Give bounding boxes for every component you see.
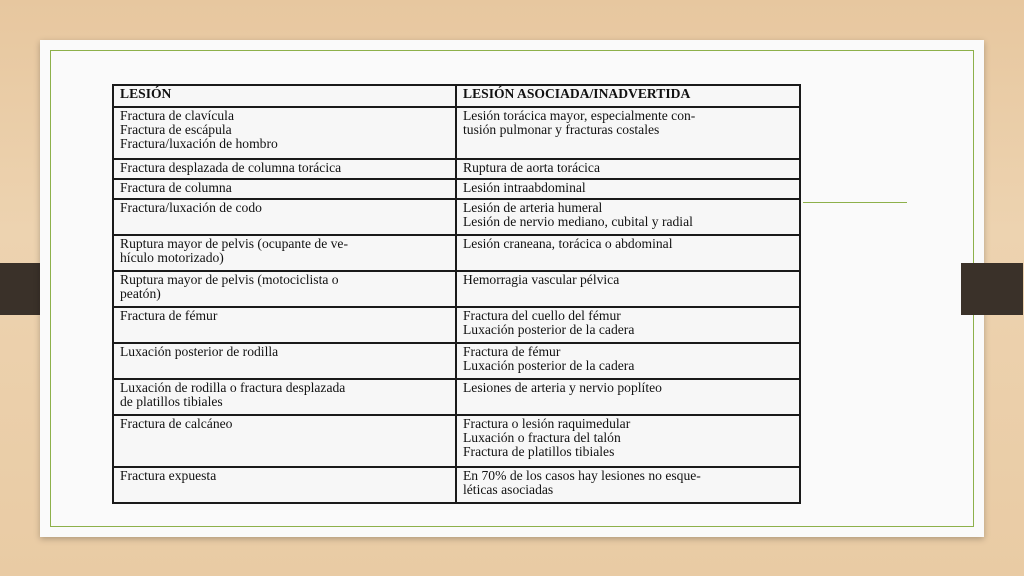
cell-text-line: Lesión intraabdominal xyxy=(463,180,586,195)
cell-lesion xyxy=(113,159,456,179)
cell-text-line: Ruptura de aorta torácica xyxy=(463,160,600,175)
cell-text-line: tusión pulmonar y fracturas costales xyxy=(463,122,660,137)
cell-text-line: Hemorragia vascular pélvica xyxy=(463,272,620,287)
cell-lesion-asociada xyxy=(456,235,800,271)
table-row xyxy=(113,271,800,307)
table-row xyxy=(113,379,800,415)
cell-text-line: léticas asociadas xyxy=(463,482,554,497)
cell-lesion-asociada xyxy=(456,343,800,379)
cell-lesion xyxy=(113,235,456,271)
cell-text-line: Fractura de calcáneo xyxy=(120,416,233,431)
cell-lesion-asociada xyxy=(456,179,800,199)
table-row xyxy=(113,307,800,343)
cell-lesion-asociada xyxy=(456,271,800,307)
injury-table xyxy=(112,84,801,504)
cell-lesion-asociada xyxy=(456,159,800,179)
cell-lesion xyxy=(113,379,456,415)
cell-text-line: Luxación o fractura del talón xyxy=(463,430,621,445)
table-row xyxy=(113,467,800,503)
cell-text-line: de platillos tibiales xyxy=(120,394,223,409)
cell-lesion-asociada xyxy=(456,415,800,467)
cell-text-line: En 70% de los casos hay lesiones no esque- xyxy=(463,468,701,483)
cell-text-line: Luxación posterior de rodilla xyxy=(120,344,279,359)
cell-text-line: Fractura expuesta xyxy=(120,468,217,483)
accent-line xyxy=(803,202,907,203)
cell-lesion-asociada xyxy=(456,199,800,235)
cell-text-line: Fractura de fémur xyxy=(463,344,561,359)
cell-lesion xyxy=(113,307,456,343)
cell-lesion xyxy=(113,271,456,307)
cell-text-line: Fractura/luxación de hombro xyxy=(120,136,278,151)
right-decorative-tab xyxy=(961,263,1023,315)
cell-lesion xyxy=(113,179,456,199)
cell-text-line: Fractura de columna xyxy=(120,180,232,195)
cell-lesion xyxy=(113,199,456,235)
table-row xyxy=(113,159,800,179)
cell-lesion xyxy=(113,107,456,159)
table-row xyxy=(113,235,800,271)
table-row xyxy=(113,415,800,467)
cell-lesion-asociada xyxy=(456,307,800,343)
cell-text-line: Fractura de platillos tibiales xyxy=(463,444,615,459)
cell-text-line: Lesión de nervio mediano, cubital y radial xyxy=(463,214,693,229)
cell-text-line: Luxación de rodilla o fractura desplazada xyxy=(120,380,346,395)
cell-lesion xyxy=(113,467,456,503)
cell-text-line: peatón) xyxy=(120,286,161,301)
cell-lesion xyxy=(113,415,456,467)
table-row xyxy=(113,343,800,379)
cell-lesion xyxy=(113,343,456,379)
cell-text-line: Luxación posterior de la cadera xyxy=(463,358,635,373)
cell-text-line: Ruptura mayor de pelvis (ocupante de ve- xyxy=(120,236,348,251)
cell-text-line: Fractura desplazada de columna torácica xyxy=(120,160,342,175)
cell-lesion-asociada xyxy=(456,379,800,415)
cell-text-line: Lesiones de arteria y nervio poplíteo xyxy=(463,380,662,395)
table-row xyxy=(113,107,800,159)
cell-text-line: hículo motorizado) xyxy=(120,250,224,265)
header-lesion: LESIÓN xyxy=(113,85,456,107)
cell-text-line: Lesión craneana, torácica o abdominal xyxy=(463,236,673,251)
cell-text-line: Lesión de arteria humeral xyxy=(463,200,603,215)
header-lesion-asociada: LESIÓN ASOCIADA/INADVERTIDA xyxy=(456,85,800,107)
table-header-row xyxy=(113,85,800,107)
cell-lesion-asociada xyxy=(456,467,800,503)
cell-text-line: Fractura de clavícula xyxy=(120,108,234,123)
cell-text-line: Lesión torácica mayor, especialmente con- xyxy=(463,108,696,123)
cell-text-line: Fractura o lesión raquimedular xyxy=(463,416,631,431)
table-row xyxy=(113,179,800,199)
cell-lesion-asociada xyxy=(456,107,800,159)
cell-text-line: Fractura/luxación de codo xyxy=(120,200,262,215)
table-row xyxy=(113,199,800,235)
cell-text-line: Fractura de escápula xyxy=(120,122,232,137)
cell-text-line: Fractura del cuello del fémur xyxy=(463,308,621,323)
injury-table-image xyxy=(112,84,799,504)
cell-text-line: Luxación posterior de la cadera xyxy=(463,322,635,337)
cell-text-line: Ruptura mayor de pelvis (motociclista o xyxy=(120,272,339,287)
cell-text-line: Fractura de fémur xyxy=(120,308,218,323)
